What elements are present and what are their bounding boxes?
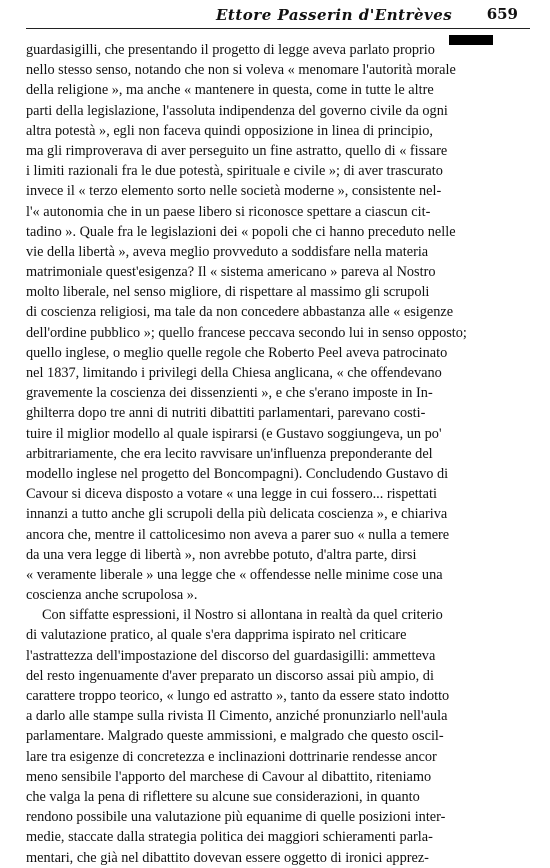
text-line: modello inglese nel progetto del Boncompagni). Concludendo Gustavo di	[26, 465, 449, 482]
page-number: 659	[486, 5, 518, 23]
running-head: Ettore Passerin d'Entrèves	[216, 6, 453, 24]
text-line: mentari, che già nel dibattito dovevan essere oggetto di ironici apprez-	[26, 849, 429, 866]
text-line: l'« autonomia che in un paese libero si riconosce spettare a ciascun cit-	[26, 203, 431, 220]
text-line: di valutazione pratico, al quale s'era dapprima ispirato nel criticare	[26, 627, 407, 644]
text-line: nello stesso senso, notando che non si voleva « menomare l'autorità morale	[26, 62, 456, 79]
text-line: nel 1837, limitando i privilegi della Chiesa anglicana, « che offendevano	[26, 365, 442, 381]
text-line: guardasigilli, che presentando il progetto di legge aveva parlato proprio	[26, 42, 435, 58]
text-line: tadino ». Quale fra le legislazioni dei « popoli che ci hanno preceduto nelle	[26, 223, 456, 240]
text-line: da una vera legge di libertà », non avrebbe potuto, d'altra parte, dirsi	[26, 546, 417, 563]
text-line: medie, staccate dalla strategia politica dei maggiori schieramenti parla-	[26, 829, 433, 846]
text-line: « veramente liberale » una legge che « offendesse nelle minime cose una	[26, 566, 443, 583]
text-line: rendono possibile una valutazione più equanime di quelle posizioni inter-	[26, 809, 446, 826]
text-line: quello inglese, o meglio quelle regole che Roberto Peel aveva patrocinato	[26, 344, 448, 361]
page-header	[26, 0, 530, 32]
text-line: innanzi a tutto anche gli scrupoli della più delicata coscienza », e chiariva	[26, 506, 448, 523]
paragraph-2	[26, 605, 530, 867]
text-line: arbitrariamente, che era lecito ravvisare un'influenza preponderante del	[26, 445, 433, 462]
text-line: i limiti razionali fra le due potestà, spirituale e civile »; di aver trascurato	[26, 163, 443, 180]
text-line: ghilterra dopo tre anni di nutriti dibattiti parlamentari, parevano costi-	[26, 405, 426, 422]
text-line: parlamentare. Malgrado queste ammissioni, e malgrado che questo oscil-	[26, 728, 444, 745]
text-line: ancora che, mentre il cattolicesimo non aveva a parer suo « nulla a temere	[26, 526, 450, 543]
text-line: vie della libertà », aveva meglio provveduto a soddisfare nella materia	[26, 243, 429, 260]
text-line: matrimoniale quest'esigenza? Il « sistema americano » pareva al Nostro	[26, 264, 436, 281]
text-line: l'astrattezza dell'impostazione del discorso del guardasigilli: ammetteva	[26, 647, 436, 664]
text-line: invece il « terzo elemento sorto nelle società moderne », consistente nel-	[26, 183, 442, 200]
text-line: carattere troppo teorico, « lungo ed astratto », tanto da essere stato indotto	[26, 688, 450, 704]
header-rule	[26, 28, 530, 29]
text-line: gravemente la coscienza dei dissenzienti », e che s'erano imposte in In-	[26, 385, 433, 402]
text-line: del resto ingenuamente d'aver preparato un discorso assai più ampio, di	[26, 667, 434, 684]
redaction-mark	[449, 35, 493, 45]
text-line: a darlo alle stampe sulla rivista Il Cimento, anziché pronunziarlo nell'aula	[26, 708, 448, 725]
text-line: tuire il miglior modello al quale ispirarsi (e Gustavo soggiungeva, un po'	[26, 425, 442, 442]
text-line: della religione », ma anche « mantenere in questa, come in tutte le altre	[26, 82, 434, 99]
paragraph-1	[26, 40, 530, 605]
text-line: di coscienza religiosi, ma tale da non concedere abbastanza alle « esigenze	[26, 304, 454, 321]
text-line: ma gli rimproverava di aver perseguito un fine astratto, quello di « fissare	[26, 142, 448, 159]
text-line: Cavour si diceva disposto a votare « una legge in cui fossero... rispettati	[26, 486, 437, 503]
text-line: lare tra esigenze di concretezza e inclinazioni dottrinarie rendesse ancor	[26, 748, 437, 765]
text-line: parti della legislazione, l'assoluta indipendenza del governo civile da ogni	[26, 102, 448, 119]
text-line: coscienza anche scrupolosa ».	[26, 587, 198, 604]
text-line: dell'ordine pubblico »; quello francese peccava secondo lui in senso opposto;	[26, 324, 467, 341]
text-line: molto liberale, nel senso migliore, di rispettare al massimo gli scrupoli	[26, 284, 430, 301]
text-line: meno sensibile l'apporto del marchese di Cavour al dibattito, riteniamo	[26, 768, 432, 785]
text-line: Con siffatte espressioni, il Nostro si allontana in realtà da quel criterio	[42, 607, 443, 624]
text-line: che valga la pena di riflettere su alcune sue considerazioni, in quanto	[26, 788, 420, 805]
body-text	[26, 40, 530, 868]
text-line: altra potestà », egli non faceva quindi opposizione in linea di principio,	[26, 122, 433, 139]
